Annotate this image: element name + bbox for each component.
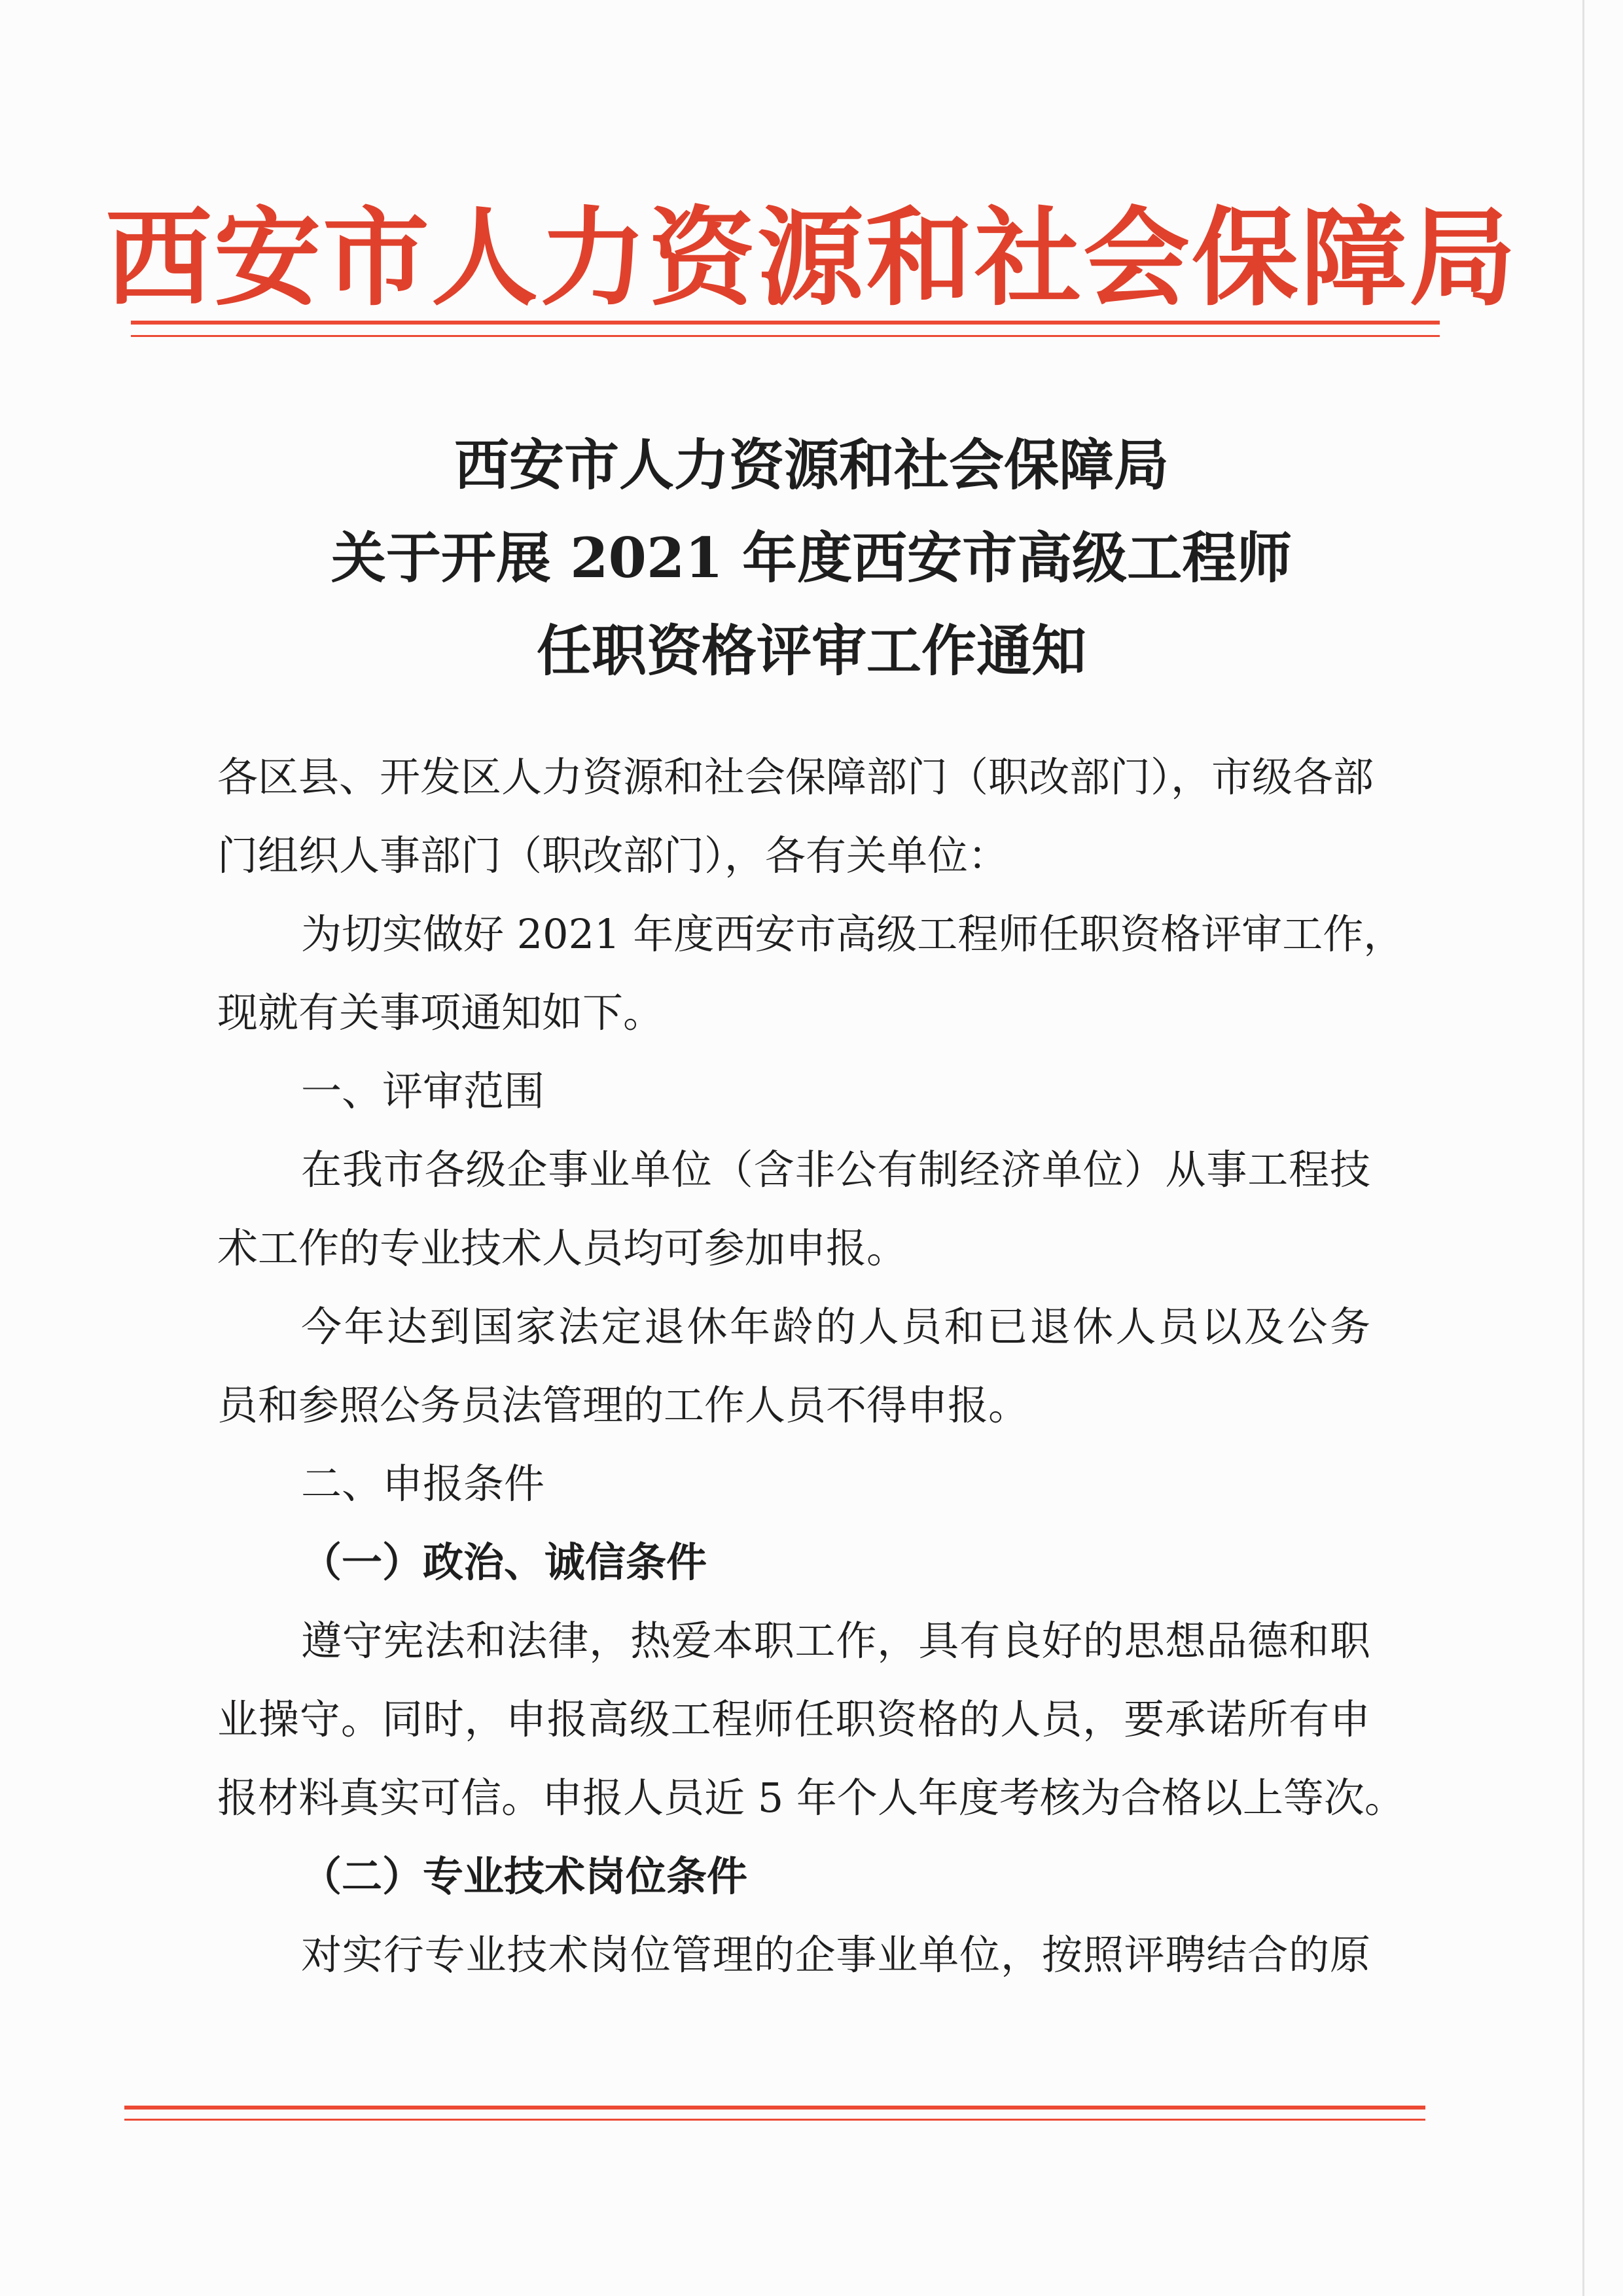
title-line-3: 任职资格评审工作通知 (536, 618, 1086, 683)
salutation-line-1: 各区县、开发区人力资源和社会保障部门（职改部门），市级各部 (217, 753, 1374, 801)
scope-paragraph-1-line-2: 术工作的专业技术人员均可参加申报。 (217, 1224, 908, 1272)
post-line-1: 对实行专业技术岗位管理的企事业单位，按照评聘结合的原 (301, 1931, 1370, 1979)
footer-rule-thin (124, 2119, 1425, 2121)
section-heading-scope: 一、评审范围 (301, 1067, 545, 1115)
title-line-1: 西安市人力资源和社会保障局 (454, 433, 1169, 497)
letterhead-title: 西安市人力资源和社会保障局 (105, 196, 1518, 321)
footer-rule-thick (124, 2106, 1425, 2110)
document-body (217, 738, 1405, 1994)
scope-paragraph-2-line-1: 今年达到国家法定退休年龄的人员和已退休人员以及公务 (301, 1303, 1370, 1351)
document-title (0, 419, 1623, 698)
political-line-2: 业操守。同时，申报高级工程师任职资格的人员，要承诺所有申 (217, 1695, 1370, 1743)
subsection-heading-political: （一）政治、诚信条件 (301, 1538, 707, 1586)
page-edge-divider (1582, 0, 1584, 2296)
scope-paragraph-2-line-2: 员和参照公务员法管理的工作人员不得申报。 (217, 1381, 1029, 1429)
title-line-2: 关于开展 2021 年度西安市高级工程师 (330, 525, 1293, 590)
letterhead-rule-thin (131, 335, 1440, 337)
letterhead-rule-thick (131, 321, 1440, 325)
salutation-line-2: 门组织人事部门（职改部门），各有关单位： (217, 832, 1009, 879)
scope-paragraph-1-line-1: 在我市各级企事业单位（含非公有制经济单位）从事工程技 (301, 1146, 1370, 1193)
political-line-3: 报材料真实可信。申报人员近 5 年个人年度考核为合格以上等次。 (217, 1774, 1405, 1822)
subsection-heading-post: （二）专业技术岗位条件 (301, 1852, 748, 1900)
section-heading-conditions: 二、申报条件 (301, 1460, 545, 1508)
intro-line-2: 现就有关事项通知如下。 (217, 989, 664, 1036)
political-line-1: 遵守宪法和法律，热爱本职工作，具有良好的思想品德和职 (301, 1617, 1370, 1665)
intro-line-1: 为切实做好 2021 年度西安市高级工程师任职资格评审工作， (301, 910, 1404, 958)
